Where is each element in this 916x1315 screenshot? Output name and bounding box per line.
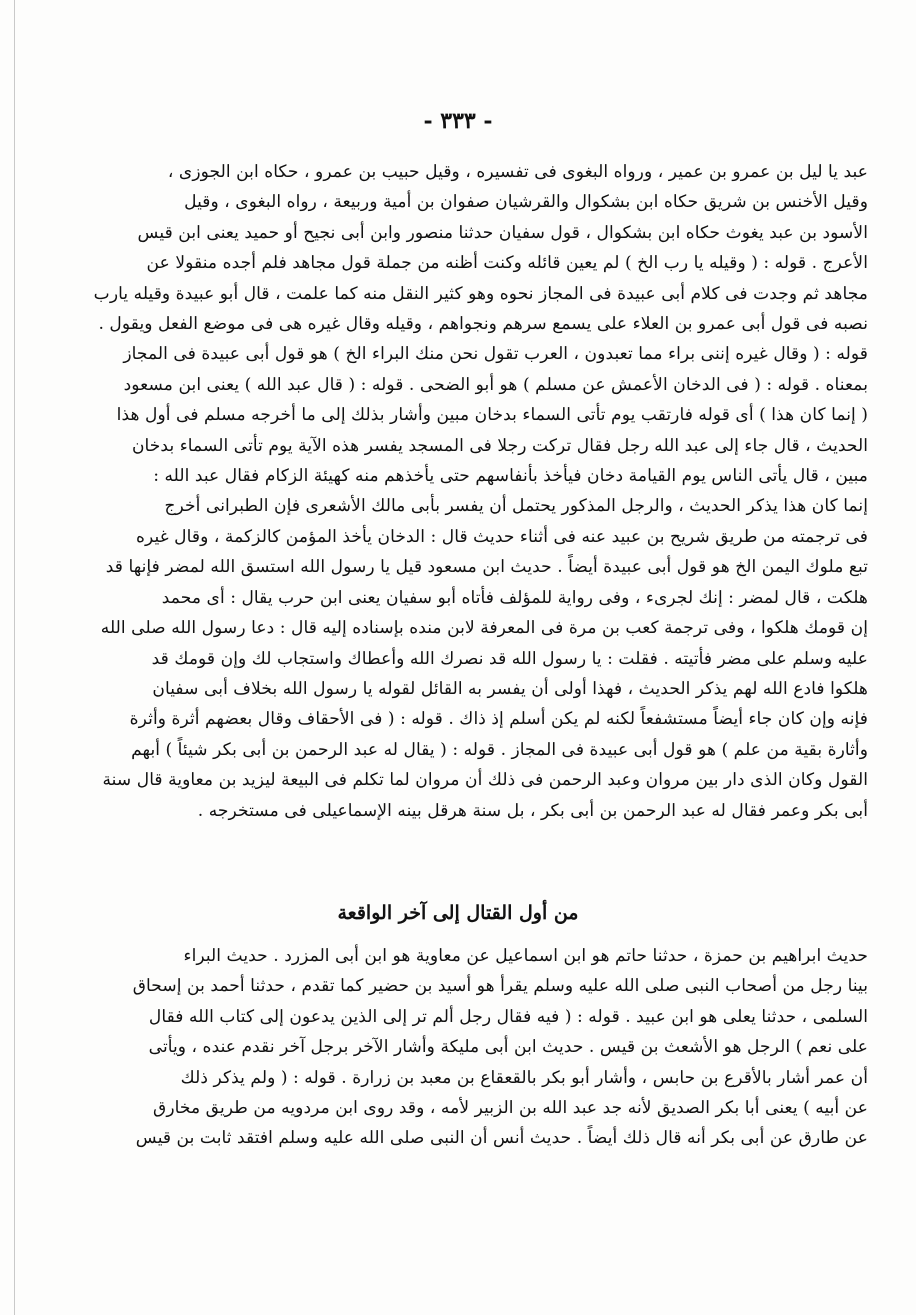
text-line: القول وكان الذى دار بين مروان وعبد الرحمن فى ذلك أن مروان لما تكلم فى البيعة ليزيد بن معاوية قال سنة bbox=[102, 770, 868, 791]
page-edge-line bbox=[14, 0, 15, 1315]
text-line: تبع ملوك اليمن الخ هو قول أبى عبيدة أيضاً . حديث ابن مسعود قيل يا رسول الله استسق الله لمضر فإنها قد bbox=[105, 557, 868, 578]
text-line: أبى بكر وعمر فقال له عبد الرحمن بن أبى بكر ، بل سنة هرقل بينه الإسماعيلى فى مستخرجه . bbox=[197, 800, 868, 821]
text-line: الأسود بن عبد يغوث حكاه ابن بشكوال ، قول سفيان حدثنا منصور وابن أبى نجيح أو حميد يعنى ابن قيس bbox=[137, 222, 868, 243]
text-line: الحديث ، قال جاء إلى عبد الله رجل فقال تركت رجلا فى المسجد يفسر هذه الآية يوم تأتى السماء بدخان bbox=[131, 435, 868, 456]
commentary-block-1 bbox=[78, 157, 868, 826]
text-line: مجاهد ثم وجدت فى كلام أبى عبيدة فى المجاز نحوه وهو كثير النقل منه كما علمت ، قال أبو عبيدة وقيله يارب bbox=[93, 283, 868, 304]
text-line: عبد يا ليل بن عمرو بن عمير ، ورواه البغوى فى تفسيره ، وقيل حبيب بن عمرو ، حكاه ابن الجوزى ، bbox=[167, 162, 868, 182]
text-line: هلكوا فادع الله لهم يذكر الحديث ، فهذا أولى أن يفسر به القائل لقوله يا رسول الله بخلاف أبى سفيان bbox=[152, 678, 868, 699]
text-line: إنما كان هذا يذكر الحديث ، والرجل المذكور يحتمل أن يفسر بأبى مالك الأشعرى فإن الطبرانى أخرج bbox=[164, 496, 868, 517]
section-heading: من أول القتال إلى آخر الواقعة bbox=[337, 902, 579, 924]
text-line: بينا رجل من أصحاب النبى صلى الله عليه وسلم يقرأ هو أسيد بن حضير كما تقدم ، حدثنا أحمد بن إسحاق bbox=[132, 976, 868, 997]
text-line: الأعرج . قوله : ( وقيله يا رب الخ ) لم يعين قائله وكنت أظنه من جملة قول مجاهد فلم أجده منقولا عن bbox=[146, 253, 868, 274]
text-line: مبين ، قال يأتى الناس يوم القيامة دخان فيأخذ بأنفاسهم حتى يأخذهم منه كهيئة الزكام فقال عبد الله : bbox=[153, 466, 868, 487]
text-line: على نعم ) الرجل هو الأشعث بن قيس . حديث ابن أبى مليكة وأشار الآخر برجل آخر نقدم عنده ، ويأتى bbox=[148, 1037, 868, 1058]
text-line: إن قومك هلكوا ، وفى ترجمة كعب بن مرة فى المعرفة لابن منده بإسناده إليه قال : دعا رسول الله صلى الله bbox=[100, 618, 868, 639]
text-line: وأثارة بقية من علم ) هو قول أبى عبيدة فى المجاز . قوله : ( يقال له عبد الرحمن بن أبى بكر شيئاً ) أبهم bbox=[131, 739, 868, 760]
text-line: السلمى ، حدثنا يعلى هو ابن عبيد . قوله : ( فيه فقال رجل ألم تر إلى الذين يدعون إلى كتاب الله فقال bbox=[148, 1006, 868, 1027]
text-line: عن أبيه ) يعنى أبا بكر الصديق لأنه جد عبد الله بن الزبير لأمه ، وقد روى ابن مردويه من طريق مخارق bbox=[153, 1098, 868, 1119]
text-line: عليه وسلم على مضر فأتيته . فقلت : يا رسول الله قد نصرك الله وأعطاك واستجاب لك وإن قومك قد bbox=[151, 648, 868, 669]
text-line: هلكت ، قال لمضر : إنك لجرىء ، وفى رواية للمؤلف فأتاه أبو سفيان يعنى ابن حرب يقال : أى محمد bbox=[161, 587, 868, 608]
text-line: أن عمر أشار بالأقرع بن حابس ، وأشار أبو بكر بالقعقاع بن معبد بن زرارة . قوله : ( ولم يذكر ذلك bbox=[180, 1067, 868, 1088]
text-line: فى ترجمته من طريق شريح بن عبيد عنه فى أثناء حديث قال : الدخان يأخذ المؤمن كالزكمة ، وقال غيره bbox=[136, 526, 868, 547]
text-line: قوله : ( وقال غيره إننى براء مما تعبدون ، العرب تقول نحن منك البراء الخ ) هو قول أبى عبيدة فى المجاز bbox=[123, 344, 868, 365]
text-line: حديث ابراهيم بن حمزة ، حدثنا حاتم هو ابن اسماعيل عن معاوية هو ابن أبى المزرد . حديث البراء bbox=[183, 946, 868, 966]
text-line: عن طارق عن أبى بكر أنه قال ذلك أيضاً . حديث أنس أن النبى صلى الله عليه وسلم افتقد ثابت بن قيس bbox=[135, 1128, 868, 1149]
text-line: وقيل الأخنس بن شريق حكاه ابن بشكوال والقرشيان صفوان بن أمية وربيعة ، رواه البغوى ، وقيل bbox=[184, 192, 868, 213]
text-line: بمعناه . قوله : ( فى الدخان الأعمش عن مسلم ) هو أبو الضحى . قوله : ( قال عبد الله ) يعنى ابن مسعود bbox=[123, 374, 868, 395]
page-number: - ٣٣٣ - bbox=[423, 108, 493, 134]
text-line: ( إنما كان هذا ) أى قوله فارتقب يوم تأتى السماء بدخان مبين وأشار بذلك إلى ما أخرجه مسلم فى أول هذا bbox=[116, 405, 868, 426]
text-line: نصبه فى قول أبى عمرو بن العلاء على يسمع سرهم ونجواهم ، وقيله وقال غيره هى فى موضع الفعل ويقول . bbox=[98, 314, 868, 335]
text-line: فإنه وإن كان جاء أيضاً مستشفعاً لكنه لم يكن أسلم إذ ذاك . قوله : ( فى الأحقاف وقال بعضهم أثرة وأثرة bbox=[129, 709, 868, 730]
commentary-block-2 bbox=[78, 941, 868, 1154]
